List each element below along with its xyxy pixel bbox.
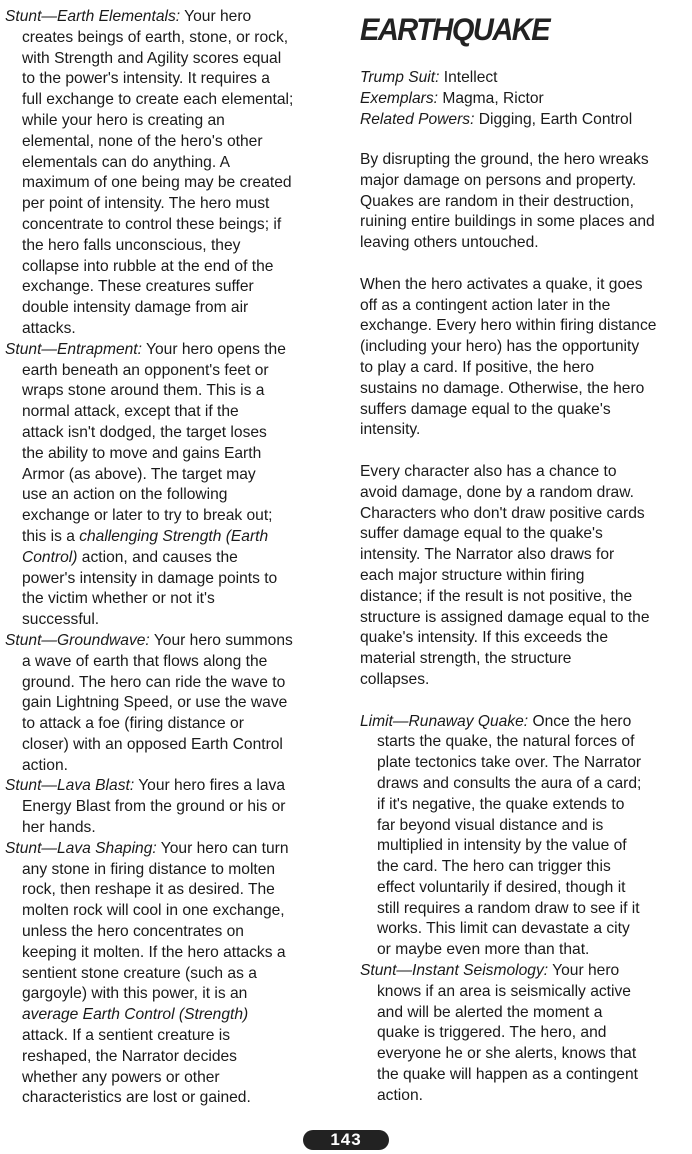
text-segment: quake is triggered. The hero, and <box>377 1024 607 1042</box>
italic-text: Stunt—Instant Seismology: <box>360 962 549 980</box>
text-line <box>5 527 345 548</box>
text-segment: Characters who don't draw positive cards <box>360 504 645 522</box>
text-line <box>5 1068 345 1089</box>
text-segment: if it's negative, the quake extends to <box>377 795 625 813</box>
text-segment: draws and consults the aura of a card; <box>377 774 642 792</box>
text-segment: to play a card. If positive, the hero <box>360 358 595 376</box>
text-line <box>360 774 656 795</box>
text-segment: attacks. <box>22 319 76 337</box>
text-line <box>360 608 656 629</box>
text-segment: keeping it molten. If the hero attacks a <box>22 943 286 961</box>
power-entry <box>5 631 345 777</box>
text-line <box>360 982 656 1003</box>
meta-line <box>360 110 632 131</box>
text-line <box>5 652 345 673</box>
power-entry <box>5 7 345 340</box>
text-segment: Armor (as above). The target may <box>22 465 256 483</box>
text-line <box>5 215 345 236</box>
text-segment: structure is assigned damage equal to the <box>360 608 650 626</box>
text-segment: her hands. <box>22 819 96 837</box>
text-line <box>5 735 345 756</box>
text-segment: leaving others untouched. <box>360 234 539 252</box>
text-segment: exchange. Every hero within firing distance <box>360 317 657 335</box>
text-line <box>5 90 345 111</box>
text-line <box>360 1065 656 1086</box>
text-segment: suffer damage equal to the quake's <box>360 525 603 543</box>
paragraph <box>360 462 656 691</box>
text-line <box>5 673 345 694</box>
text-segment: off as a contingent action later in the <box>360 296 611 314</box>
text-line <box>5 423 345 444</box>
italic-text: challenging Strength (Earth <box>79 527 269 545</box>
text-segment: knows if an area is seismically active <box>377 982 631 1000</box>
text-line <box>360 816 656 837</box>
text-line <box>360 753 656 774</box>
text-line <box>5 714 345 735</box>
text-segment: creates beings of earth, stone, or rock, <box>22 28 289 46</box>
text-segment: action. <box>377 1086 423 1104</box>
text-line <box>360 1044 656 1065</box>
text-segment: Your hero can turn <box>156 839 289 857</box>
text-segment: or maybe even more than that. <box>377 941 590 959</box>
meta-line <box>360 68 632 89</box>
text-segment: the card. The hero can trigger this <box>377 858 611 876</box>
text-line <box>360 483 656 504</box>
text-segment: a wave of earth that flows along the <box>22 652 268 670</box>
text-segment: wraps stone around them. This is a <box>22 382 265 400</box>
text-segment: Your hero summons <box>149 631 293 649</box>
text-line <box>5 693 345 714</box>
text-line <box>360 420 656 441</box>
text-line <box>360 919 656 940</box>
text-line <box>5 922 345 943</box>
text-segment: action. <box>22 756 68 774</box>
text-segment: concentrate to control these beings; if <box>22 215 282 233</box>
text-segment: Energy Blast from the ground or his or <box>22 798 286 816</box>
text-segment: elementals can do anything. A <box>22 153 231 171</box>
text-line <box>360 712 656 733</box>
text-segment: gargoyle) with this power, it is an <box>22 985 248 1003</box>
text-line <box>360 504 656 525</box>
text-line <box>5 964 345 985</box>
text-segment: the quake will happen as a contingent <box>377 1066 638 1084</box>
text-segment: this is a <box>22 527 80 545</box>
text-line <box>360 233 656 254</box>
text-segment: By disrupting the ground, the hero wreaks <box>360 151 649 168</box>
italic-text: Stunt—Lava Shaping: <box>5 839 157 857</box>
text-line <box>360 545 656 566</box>
text-segment: ruining entire buildings in some places and <box>360 213 655 231</box>
meta-label: Exemplars: <box>360 89 438 107</box>
text-segment: exchange. These creatures suffer <box>22 278 254 296</box>
text-line <box>360 961 656 982</box>
italic-text: Limit—Runaway Quake: <box>360 712 529 730</box>
text-segment: power's intensity in damage points to <box>22 569 278 587</box>
text-segment: distance; if the result is not positive, the <box>360 587 633 605</box>
text-line <box>5 1026 345 1047</box>
text-segment: normal attack, except that if the <box>22 403 239 421</box>
text-segment: any stone in firing distance to molten <box>22 860 276 878</box>
text-line <box>5 506 345 527</box>
text-segment: action, and causes the <box>77 548 238 566</box>
text-line <box>360 171 656 192</box>
text-line <box>360 649 656 670</box>
text-segment: successful. <box>22 611 100 629</box>
text-line <box>360 732 656 753</box>
page-number: 143 <box>303 1130 389 1150</box>
text-segment: multiplied in intensity by the value of <box>377 837 627 855</box>
text-segment: gain Lightning Speed, or use the wave <box>22 694 288 712</box>
text-segment: avoid damage, done by a random draw. <box>360 483 634 501</box>
text-line <box>5 361 345 382</box>
text-line <box>360 836 656 857</box>
text-segment: use an action on the following <box>22 486 228 504</box>
text-line <box>5 776 345 797</box>
text-line <box>5 839 345 860</box>
text-segment: everyone he or she alerts, knows that <box>377 1045 637 1063</box>
text-line <box>360 566 656 587</box>
text-line <box>5 236 345 257</box>
text-segment: (including your hero) has the opportunity <box>360 338 640 356</box>
text-line <box>360 587 656 608</box>
text-line <box>360 628 656 649</box>
text-segment: with Strength and Agility scores equal <box>22 49 282 67</box>
text-line <box>5 589 345 610</box>
text-segment: Your hero opens the <box>141 340 286 358</box>
text-line <box>360 878 656 899</box>
text-segment: characteristics are lost or gained. <box>22 1089 251 1107</box>
text-line <box>5 943 345 964</box>
text-segment: while your hero is creating an <box>22 111 225 129</box>
text-line <box>5 756 345 777</box>
text-line <box>5 153 345 174</box>
power-title: EARTHQUAKE <box>360 12 550 48</box>
text-line <box>5 257 345 278</box>
text-line <box>360 296 656 317</box>
text-segment: effect voluntarily if desired, though it <box>377 878 626 896</box>
text-segment: elemental, none of the hero's other <box>22 132 263 150</box>
text-segment: collapses. <box>360 670 430 688</box>
text-line <box>5 984 345 1005</box>
text-segment: exchange or later to try to break out; <box>22 507 273 525</box>
text-segment: suffers damage equal to the quake's <box>360 400 611 418</box>
meta-value: Magma, Rictor <box>438 89 544 107</box>
text-segment: sustains no damage. Otherwise, the hero <box>360 379 645 397</box>
italic-text: Stunt—Groundwave: <box>5 631 150 649</box>
text-line <box>5 298 345 319</box>
text-line <box>360 150 656 171</box>
italic-text: Stunt—Entrapment: <box>5 340 142 358</box>
right-column <box>360 150 656 1107</box>
text-segment: major damage on persons and property. <box>360 171 637 189</box>
text-segment: maximum of one being may be created <box>22 174 292 192</box>
paragraph <box>360 275 656 441</box>
text-line <box>360 857 656 878</box>
text-line <box>5 1088 345 1109</box>
paragraph <box>360 150 656 254</box>
text-segment: the hero falls unconscious, they <box>22 236 241 254</box>
text-line <box>5 569 345 590</box>
text-segment: the ability to move and gains Earth <box>22 444 262 462</box>
text-line <box>360 1023 656 1044</box>
italic-text: Control) <box>22 548 78 566</box>
text-segment: molten rock will cool in one exchange, <box>22 902 285 920</box>
power-entry <box>5 340 345 631</box>
text-line <box>5 319 345 340</box>
text-line <box>360 316 656 337</box>
text-line <box>5 880 345 901</box>
text-segment: Quakes are random in their destruction, <box>360 192 634 210</box>
text-segment: intensity. <box>360 421 421 439</box>
italic-text: average Earth Control (Strength) <box>22 1006 249 1024</box>
meta-line <box>360 89 632 110</box>
text-line <box>360 795 656 816</box>
text-line <box>360 940 656 961</box>
text-line <box>360 358 656 379</box>
text-line <box>360 400 656 421</box>
text-line <box>5 277 345 298</box>
text-segment: to the power's intensity. It requires a <box>22 70 270 88</box>
text-segment: Your hero <box>180 8 252 25</box>
meta-value: Intellect <box>439 69 498 86</box>
text-line <box>5 901 345 922</box>
text-segment: closer) with an opposed Earth Control <box>22 735 283 753</box>
text-segment: reshaped, the Narrator decides <box>22 1047 237 1065</box>
text-segment: Your hero fires a lava <box>134 777 285 795</box>
power-entry <box>360 961 656 1107</box>
text-segment: unless the hero concentrates on <box>22 923 244 941</box>
meta-value: Digging, Earth Control <box>474 110 633 128</box>
text-line <box>5 402 345 423</box>
text-segment: attack. If a sentient creature is <box>22 1027 231 1045</box>
power-entry <box>360 712 656 962</box>
text-line <box>5 340 345 361</box>
text-line <box>360 379 656 400</box>
text-line <box>360 275 656 296</box>
meta-label: Trump Suit: <box>360 69 440 86</box>
text-segment: intensity. The Narrator also draws for <box>360 546 615 564</box>
power-entry <box>5 776 345 838</box>
text-segment: ground. The hero can ride the wave to <box>22 673 286 691</box>
meta-label: Related Powers: <box>360 110 475 128</box>
text-line <box>360 670 656 691</box>
text-line <box>360 337 656 358</box>
left-column <box>5 7 345 1109</box>
text-segment: collapse into rubble at the end of the <box>22 257 274 275</box>
text-line <box>5 860 345 881</box>
text-segment: quake's intensity. If this exceeds the <box>360 629 608 647</box>
text-segment: rock, then reshape it as desired. The <box>22 881 275 899</box>
text-segment: earth beneath an opponent's feet or <box>22 361 269 379</box>
text-segment: Once the hero <box>528 712 632 730</box>
text-segment: still requires a random draw to see if it <box>377 899 640 917</box>
text-line <box>5 1005 345 1026</box>
power-entry <box>5 839 345 1109</box>
text-segment: far beyond visual distance and is <box>377 816 604 834</box>
text-line <box>5 1047 345 1068</box>
text-line <box>5 818 345 839</box>
power-meta <box>360 68 632 130</box>
text-line <box>5 465 345 486</box>
italic-text: Stunt—Lava Blast: <box>5 777 135 795</box>
text-line <box>5 381 345 402</box>
text-line <box>360 1086 656 1107</box>
text-line <box>5 173 345 194</box>
text-segment: per point of intensity. The hero must <box>22 195 270 213</box>
text-line <box>5 69 345 90</box>
text-line <box>360 1003 656 1024</box>
text-line <box>5 194 345 215</box>
text-segment: Every character also has a chance to <box>360 462 617 480</box>
text-segment: sentient stone creature (such as a <box>22 964 257 982</box>
text-segment: material strength, the structure <box>360 650 572 668</box>
text-segment: attack isn't dodged, the target loses <box>22 423 267 441</box>
text-line <box>5 28 345 49</box>
text-segment: double intensity damage from air <box>22 299 249 317</box>
text-segment: full exchange to create each elemental; <box>22 91 294 109</box>
text-line <box>5 548 345 569</box>
text-line <box>5 631 345 652</box>
text-segment: whether any powers or other <box>22 1068 220 1086</box>
text-line <box>360 524 656 545</box>
text-segment: to attack a foe (firing distance or <box>22 715 244 733</box>
text-line <box>360 462 656 483</box>
text-segment: When the hero activates a quake, it goes <box>360 275 643 293</box>
text-segment: each major structure within firing <box>360 566 585 584</box>
text-line <box>360 899 656 920</box>
text-line <box>5 610 345 631</box>
text-segment: and will be alerted the moment a <box>377 1003 603 1021</box>
text-line <box>5 444 345 465</box>
text-line <box>5 797 345 818</box>
text-segment: plate tectonics take over. The Narrator <box>377 754 642 772</box>
text-line <box>5 49 345 70</box>
text-line <box>5 485 345 506</box>
text-segment: the victim whether or not it's <box>22 590 215 608</box>
text-segment: starts the quake, the natural forces of <box>377 733 635 751</box>
text-line <box>360 212 656 233</box>
italic-text: Stunt—Earth Elementals: <box>5 8 181 25</box>
text-line <box>5 7 345 28</box>
text-line <box>5 132 345 153</box>
text-line <box>5 111 345 132</box>
text-line <box>360 192 656 213</box>
text-segment: works. This limit can devastate a city <box>377 920 630 938</box>
text-segment: Your hero <box>548 962 620 980</box>
